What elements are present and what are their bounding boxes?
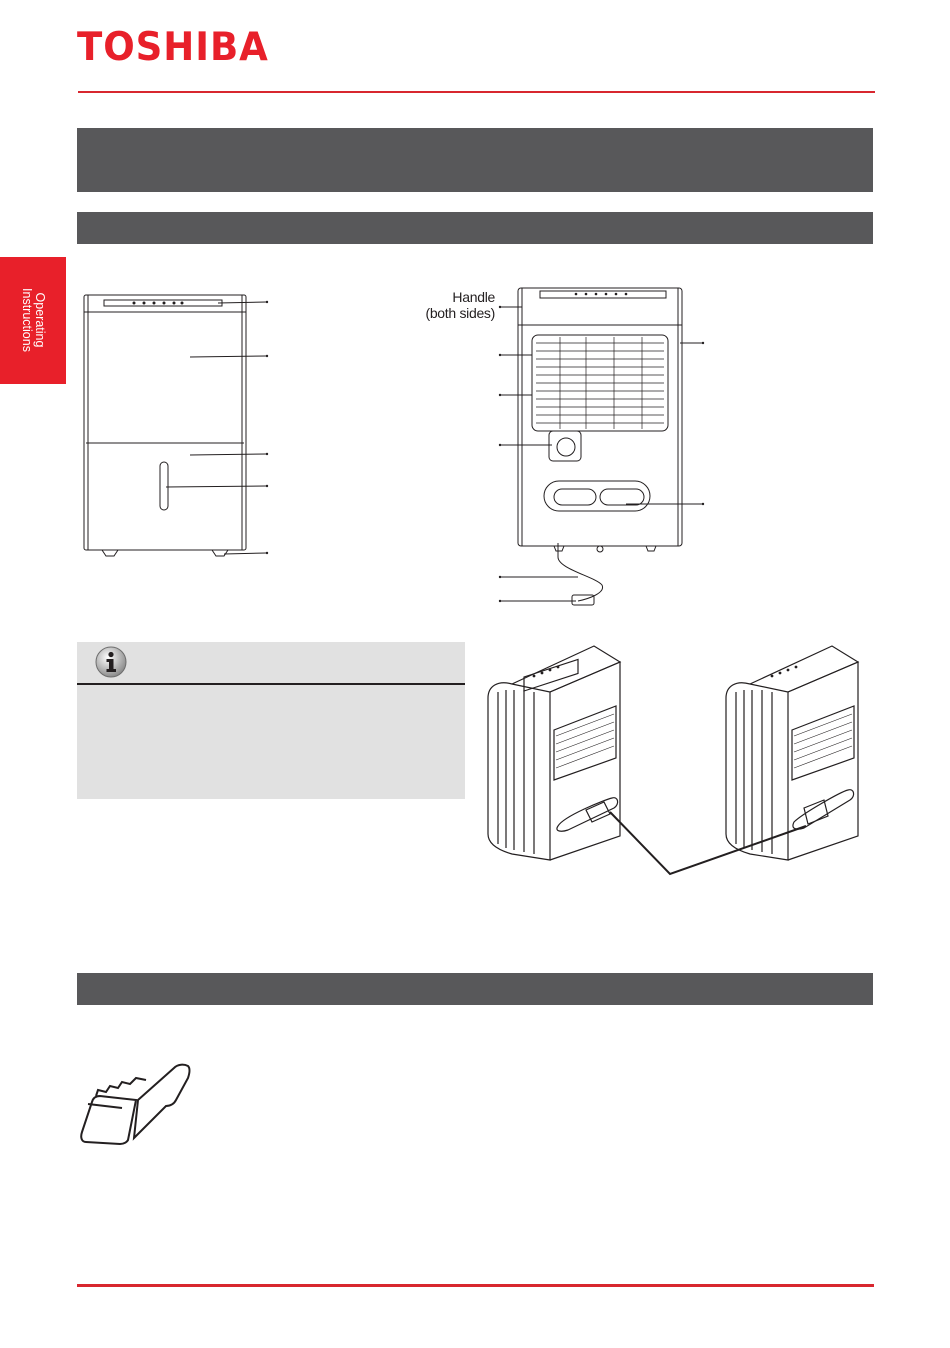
info-note-rule [77, 683, 465, 685]
toshiba-logo: TOSHIBA [77, 25, 269, 70]
section-bar-accessories [77, 973, 873, 1005]
handle-label-line2: (both sides) [425, 305, 495, 321]
rear-view-diagram [496, 285, 711, 610]
header-rule [78, 91, 875, 93]
side-tab-label: Operating Instructions [20, 288, 47, 352]
handle-label [400, 289, 495, 321]
section-bar-parts [77, 212, 873, 244]
front-view-diagram [78, 290, 278, 570]
info-icon [94, 645, 128, 679]
side-tab-operating-instructions [0, 257, 66, 384]
air-filter-illustration [76, 1058, 196, 1148]
handle-label-line1: Handle [452, 289, 495, 305]
filter-install-illustration [484, 640, 864, 880]
page-title-bar [77, 128, 873, 192]
info-note-box [77, 642, 465, 799]
footer-rule [77, 1284, 874, 1287]
